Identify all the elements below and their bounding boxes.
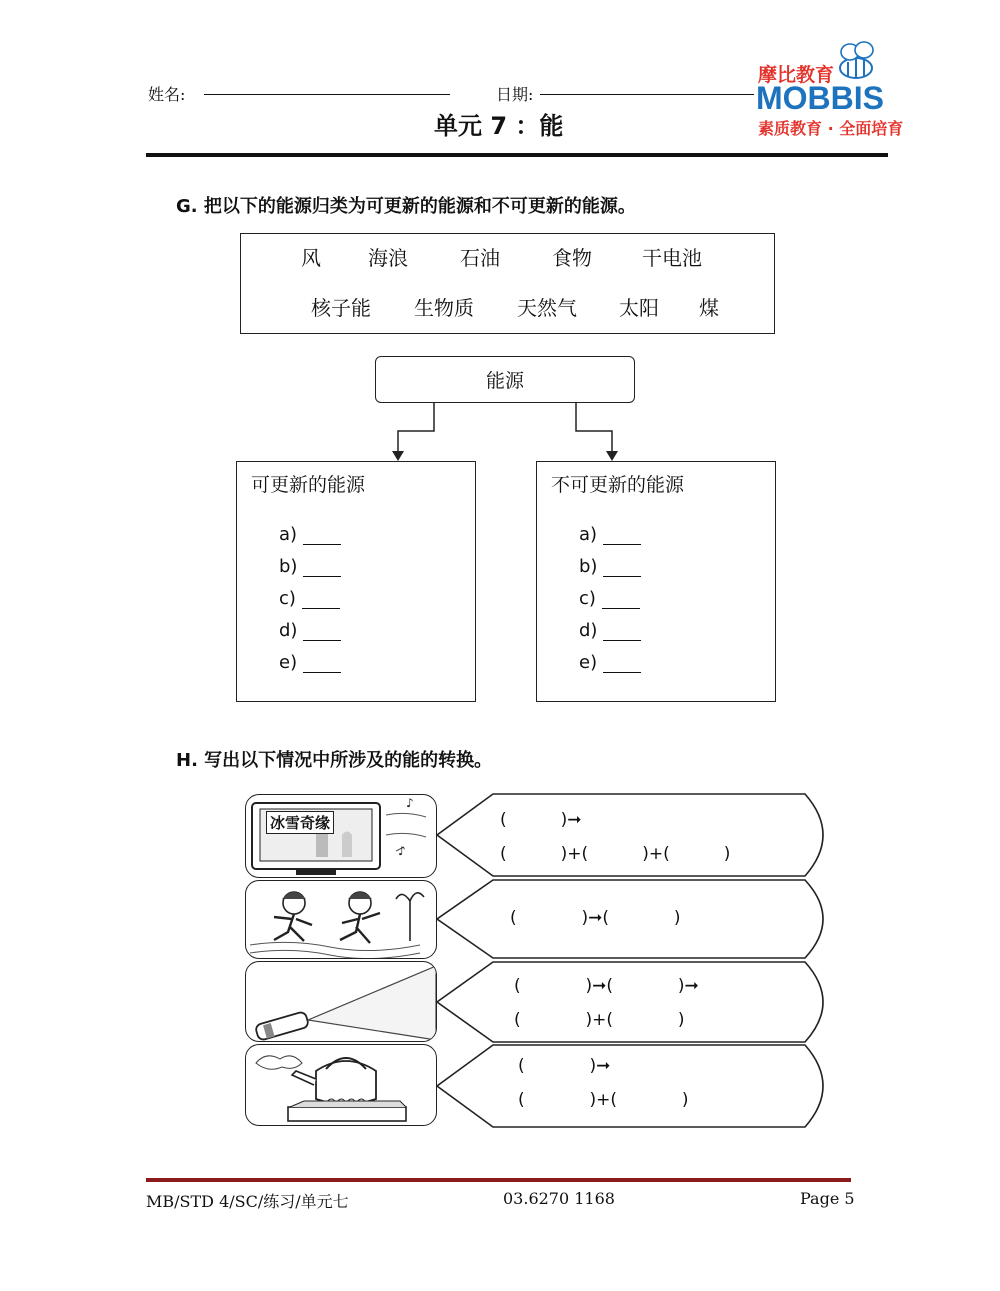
bee-icon [826,40,886,84]
non-renewable-box [536,461,776,702]
item-label: d) [579,620,598,641]
word-bank-item: 煤 [699,296,719,320]
page-title: 单元 7 ：能 [434,112,564,140]
answer-blank[interactable] [302,590,340,609]
kettle-picture [245,1044,437,1126]
answer-item [279,556,341,577]
item-label: a) [579,524,598,545]
answer-blank[interactable] [602,590,640,609]
answer-blank[interactable] [603,654,641,673]
date-field[interactable] [540,94,754,95]
item-label: e) [279,652,298,673]
running-kids-icon [246,881,437,959]
item-label: b) [579,556,598,577]
answer-blank[interactable] [603,526,641,545]
svg-text:♪: ♪ [406,796,414,810]
answer-item [579,556,641,577]
name-field[interactable] [204,94,450,95]
item-label: e) [579,652,598,673]
word-bank-item: 核子能 [311,296,371,320]
answer-item [579,620,641,641]
word-bank-item: 风 [301,246,321,270]
energy-root-node [375,356,635,403]
name-label: 姓名: [148,85,186,104]
item-label: c) [279,588,296,609]
footer-code: MB/STD 4/SC/练习/单元七 [146,1192,349,1211]
footer-rule [146,1178,851,1182]
answer-item [279,620,341,641]
conversion-line[interactable]: ( )+( ) [518,1090,689,1110]
logo-slogan: 素质教育 · 全面培育 [758,119,904,138]
word-bank-item: 海浪 [368,246,408,270]
svg-text:♪: ♪ [398,844,406,858]
answer-item [579,588,640,609]
answer-blank[interactable] [303,526,341,545]
answer-item [579,652,641,673]
flashlight-icon [246,962,437,1042]
energy-root-label: 能源 [485,370,524,392]
date-label: 日期: [496,85,534,104]
logo [756,40,904,140]
tv-picture [245,794,437,878]
conversion-banner [437,962,823,1042]
non-renewable-title: 不可更新的能源 [551,474,685,496]
conversion-line[interactable]: ( )➞( ) [510,908,681,928]
kettle-icon [246,1045,437,1126]
conversion-banners [437,792,842,1130]
conversion-line[interactable]: ( )➞ [518,1056,611,1076]
footer-phone: 03.6270 1168 [503,1189,615,1208]
conversion-line[interactable]: ( )+( ) [514,1010,685,1030]
word-bank-item: 石油 [460,246,500,270]
conversion-line[interactable]: ( )➞ [500,810,582,830]
header-rule [146,153,888,157]
answer-item [279,652,341,673]
item-label: b) [279,556,298,577]
answer-item [579,524,641,545]
answer-item [279,524,341,545]
runners-picture [245,880,437,959]
renewable-title: 可更新的能源 [251,474,366,496]
tree-connectors [380,403,630,463]
arrow-down-icon [392,451,404,461]
answer-blank[interactable] [603,622,641,641]
item-label: a) [279,524,298,545]
item-label: c) [579,588,596,609]
answer-blank[interactable] [303,622,341,641]
renewable-box [236,461,476,702]
logo-en: MOBBIS [756,80,884,116]
answer-blank[interactable] [303,558,341,577]
logo-cn: 摩比教育 [758,64,835,86]
conversion-line[interactable]: ( )➞( )➞ [514,976,699,996]
word-bank-item: 食物 [552,246,592,270]
arrow-down-icon [606,451,618,461]
question-h: H. 写出以下情况中所涉及的能的转换。 [176,750,493,771]
conversion-line[interactable]: ( )+( )+( ) [500,844,731,864]
word-bank-item: 天然气 [517,296,577,320]
page-number: Page 5 [800,1189,855,1208]
item-label: d) [279,620,298,641]
flashlight-picture [245,961,437,1042]
word-bank-item: 生物质 [414,296,474,320]
question-g: G. 把以下的能源归类为可更新的能源和不可更新的能源。 [176,196,636,217]
word-bank-item: 太阳 [619,296,659,320]
answer-item [279,588,340,609]
word-bank-item: 干电池 [642,246,702,270]
conversion-banner [437,1045,823,1127]
word-bank [240,233,775,334]
tv-caption: 冰雪奇缘 [266,811,334,834]
television-icon [246,795,437,878]
answer-blank[interactable] [603,558,641,577]
answer-blank[interactable] [303,654,341,673]
